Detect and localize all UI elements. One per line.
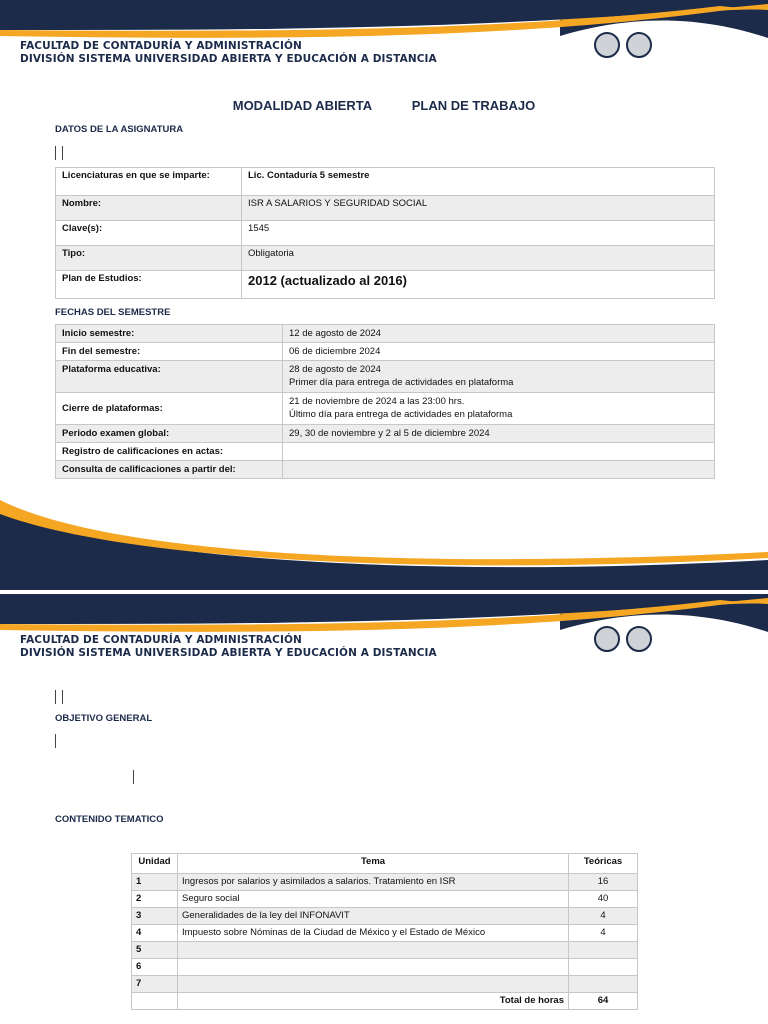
unidad-cell: 6 bbox=[132, 959, 178, 976]
table-cell-label: Registro de calificaciones en actas: bbox=[56, 443, 283, 461]
unidad-cell: 3 bbox=[132, 908, 178, 925]
horas-cell: 4 bbox=[569, 908, 638, 925]
table-cell-label: Clave(s): bbox=[56, 221, 242, 246]
date-note: Último día para entrega de actividades en plataforma bbox=[289, 409, 513, 420]
table-cell-value: Lic. Contaduría 5 semestre bbox=[242, 168, 715, 196]
table-cell-label: Cierre de plataformas: bbox=[56, 393, 283, 425]
date-line: 21 de noviembre de 2024 a las 23:00 hrs. bbox=[289, 396, 465, 407]
fechas-heading: FECHAS DEL SEMESTRE bbox=[55, 307, 171, 318]
total-empty-cell bbox=[132, 993, 178, 1010]
unidad-cell: 4 bbox=[132, 925, 178, 942]
horas-cell bbox=[569, 976, 638, 993]
table-cell-label: Plan de Estudios: bbox=[56, 271, 242, 299]
table-row bbox=[132, 959, 638, 976]
contenido-heading: CONTENIDO TEMATICO bbox=[55, 814, 164, 825]
faculty-name: FACULTAD DE CONTADURÍA Y ADMINISTRACIÓN bbox=[20, 634, 302, 646]
total-value: 64 bbox=[569, 993, 638, 1010]
tema-cell bbox=[178, 976, 569, 993]
table-cell-value: 06 de diciembre 2024 bbox=[283, 343, 715, 361]
table-cell-value: 1545 bbox=[242, 221, 715, 246]
logo-group bbox=[580, 30, 750, 90]
total-label: Total de horas bbox=[178, 993, 569, 1010]
table-cell-value bbox=[283, 443, 715, 461]
table-row bbox=[132, 942, 638, 959]
text-cursor bbox=[62, 146, 63, 160]
date-note: Primer día para entrega de actividades en plataforma bbox=[289, 377, 514, 388]
fca-seal-icon bbox=[626, 626, 652, 652]
table-row bbox=[132, 874, 638, 891]
tema-cell: Impuesto sobre Nóminas de la Ciudad de México y el Estado de México bbox=[178, 925, 569, 942]
table-cell-label: Tipo: bbox=[56, 246, 242, 271]
column-header-teoricas: Teóricas bbox=[569, 854, 638, 874]
table-row bbox=[132, 976, 638, 993]
suayed-logo-icon bbox=[698, 622, 728, 652]
faculty-name: FACULTAD DE CONTADURÍA Y ADMINISTRACIÓN bbox=[20, 40, 302, 52]
tema-cell: Seguro social bbox=[178, 891, 569, 908]
fechas-table bbox=[55, 324, 715, 479]
objetivo-heading: OBJETIVO GENERAL bbox=[55, 713, 153, 724]
table-cell-label: Consulta de calificaciones a partir del: bbox=[56, 461, 283, 479]
document-page-2 bbox=[0, 594, 768, 1024]
column-header-unidad: Unidad bbox=[132, 854, 178, 874]
table-row bbox=[56, 443, 715, 461]
footer-band bbox=[0, 500, 768, 590]
plan-title: PLAN DE TRABAJO bbox=[411, 98, 536, 113]
table-row bbox=[132, 908, 638, 925]
table-row bbox=[132, 925, 638, 942]
table-cell-value: Obligatoria bbox=[242, 246, 715, 271]
unidad-cell: 1 bbox=[132, 874, 178, 891]
suayed-wordmark: SUAYED bbox=[663, 658, 750, 682]
horas-cell bbox=[569, 959, 638, 976]
tema-cell bbox=[178, 942, 569, 959]
table-cell-label: Licenciaturas en que se imparte: bbox=[56, 168, 242, 196]
horas-cell: 4 bbox=[569, 925, 638, 942]
table-total-row bbox=[132, 993, 638, 1010]
table-row bbox=[56, 343, 715, 361]
table-cell-label: Fin del semestre: bbox=[56, 343, 283, 361]
horas-cell bbox=[569, 942, 638, 959]
asignatura-table bbox=[55, 167, 715, 299]
suayed-logo-icon bbox=[698, 28, 728, 58]
suayed-wordmark: SUAYED bbox=[663, 64, 750, 88]
tema-cell: Generalidades de la ley del INFONAVIT bbox=[178, 908, 569, 925]
table-cell-label: Nombre: bbox=[56, 196, 242, 221]
table-row bbox=[56, 393, 715, 425]
text-cursor bbox=[55, 734, 56, 748]
logo-group bbox=[580, 624, 750, 684]
modalidad-title: MODALIDAD ABIERTA bbox=[232, 98, 373, 113]
table-header-row bbox=[132, 854, 638, 874]
table-row bbox=[56, 196, 715, 221]
unam-seal-icon bbox=[594, 32, 620, 58]
unidad-cell: 5 bbox=[132, 942, 178, 959]
division-name: DIVISIÓN SISTEMA UNIVERSIDAD ABIERTA Y EDUCACIÓN A DISTANCIA bbox=[20, 53, 437, 65]
table-cell-value bbox=[283, 361, 715, 393]
table-cell-label: Periodo examen global: bbox=[56, 425, 283, 443]
datos-heading: DATOS DE LA ASIGNATURA bbox=[55, 124, 184, 135]
text-cursor bbox=[55, 146, 56, 160]
table-row bbox=[56, 325, 715, 343]
unam-seal-icon bbox=[594, 626, 620, 652]
table-row bbox=[56, 168, 715, 196]
text-cursor bbox=[133, 770, 134, 784]
contenido-table bbox=[131, 853, 638, 1010]
table-cell-label: Plataforma educativa: bbox=[56, 361, 283, 393]
column-header-tema: Tema bbox=[178, 854, 569, 874]
unidad-cell: 2 bbox=[132, 891, 178, 908]
table-cell-value: 12 de agosto de 2024 bbox=[283, 325, 715, 343]
table-row bbox=[56, 246, 715, 271]
table-cell-value: 29, 30 de noviembre y 2 al 5 de diciembre 2024 bbox=[283, 425, 715, 443]
table-row bbox=[56, 361, 715, 393]
table-cell-label: Inicio semestre: bbox=[56, 325, 283, 343]
table-cell-value bbox=[283, 393, 715, 425]
table-row bbox=[132, 891, 638, 908]
date-line: 28 de agosto de 2024 bbox=[289, 364, 381, 375]
table-cell-value: ISR A SALARIOS Y SEGURIDAD SOCIAL bbox=[242, 196, 715, 221]
table-row bbox=[56, 271, 715, 299]
tema-cell: Ingresos por salarios y asimilados a salarios. Tratamiento en ISR bbox=[178, 874, 569, 891]
division-name: DIVISIÓN SISTEMA UNIVERSIDAD ABIERTA Y EDUCACIÓN A DISTANCIA bbox=[20, 647, 437, 659]
table-row bbox=[56, 461, 715, 479]
fca-seal-icon bbox=[626, 32, 652, 58]
table-row bbox=[56, 425, 715, 443]
horas-cell: 16 bbox=[569, 874, 638, 891]
table-cell-value: 2012 (actualizado al 2016) bbox=[242, 271, 715, 299]
unidad-cell: 7 bbox=[132, 976, 178, 993]
table-row bbox=[56, 221, 715, 246]
text-cursor bbox=[55, 690, 56, 704]
table-cell-value bbox=[283, 461, 715, 479]
text-cursor bbox=[62, 690, 63, 704]
horas-cell: 40 bbox=[569, 891, 638, 908]
page-title bbox=[0, 98, 768, 113]
tema-cell bbox=[178, 959, 569, 976]
